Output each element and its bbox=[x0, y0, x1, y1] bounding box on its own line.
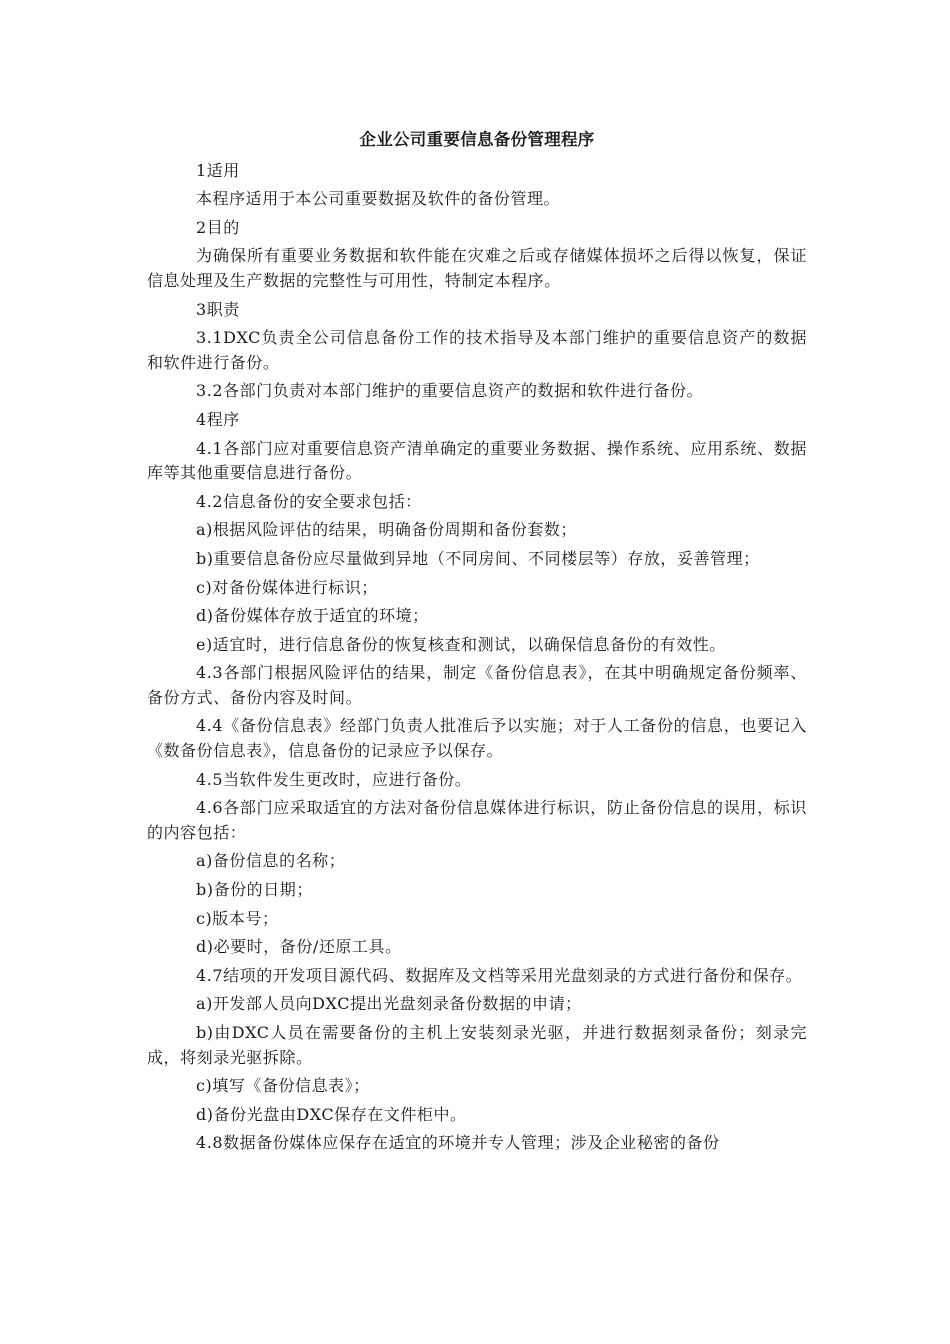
list-item: c)填写《备份信息表》； bbox=[196, 1076, 370, 1096]
paragraph: 4.3各部门根据风险评估的结果，制定《备份信息表》，在其中明确规定备份频率、备份方式、备份内容及时间。 bbox=[147, 663, 807, 707]
paragraph: 本程序适用于本公司重要数据及软件的备份管理。 bbox=[196, 189, 561, 209]
section-heading-procedure: 4程序 bbox=[196, 409, 240, 429]
list-item: d)备份光盘由DXC保存在文件柜中。 bbox=[196, 1104, 467, 1124]
list-item: c)对备份媒体进行标识； bbox=[196, 577, 378, 597]
list-item: a)备份信息的名称； bbox=[196, 851, 346, 871]
section-heading-applicability: 1适用 bbox=[196, 160, 240, 180]
paragraph: 4.8数据备份媒体应保存在适宜的环境并专人管理；涉及企业秘密的备份 bbox=[196, 1133, 720, 1153]
paragraph: 4.1各部门应对重要信息资产清单确定的重要业务数据、操作系统、应用系统、数据库等其他重要信息进行备份。 bbox=[147, 438, 807, 483]
paragraph: 3.1DXC负责全公司信息备份工作的技术指导及本部门维护的重要信息资产的数据和软件进行备份。 bbox=[147, 328, 807, 372]
section-heading-purpose: 2目的 bbox=[196, 217, 240, 237]
section-heading-responsibilities: 3职责 bbox=[196, 299, 240, 319]
document-body bbox=[147, 128, 807, 1160]
list-item: c)版本号； bbox=[196, 908, 279, 928]
paragraph: 为确保所有重要业务数据和软件能在灾难之后或存储媒体损坏之后得以恢复，保证信息处理及生产数据的完整性与可用性，特制定本程序。 bbox=[147, 246, 807, 290]
list-item: d)备份媒体存放于适宜的环境； bbox=[196, 606, 429, 626]
list-item: b)由DXC人员在需要备份的主机上安装刻录光驱，并进行数据刻录备份；刻录完成，将刻录光驱拆除。 bbox=[147, 1023, 807, 1067]
list-item: a)开发部人员向DXC提出光盘刻录备份数据的申请； bbox=[196, 994, 582, 1014]
paragraph: 3.2各部门负责对本部门维护的重要信息资产的数据和软件进行备份。 bbox=[196, 381, 704, 401]
list-item: a)根据风险评估的结果，明确备份周期和备份套数； bbox=[196, 520, 577, 540]
paragraph: 4.6各部门应采取适宜的方法对备份信息媒体进行标识，防止备份信息的误用，标识的内容包括： bbox=[147, 798, 807, 842]
list-item: e)适宜时，进行信息备份的恢复核查和测试，以确保信息备份的有效性。 bbox=[196, 634, 726, 654]
paragraph: 4.5当软件发生更改时，应进行备份。 bbox=[196, 769, 472, 789]
paragraph: 4.4《备份信息表》经部门负责人批准后予以实施；对于人工备份的信息，也要记入《数备份信息表》，信息备份的记录应予以保存。 bbox=[147, 716, 807, 761]
list-item: b)备份的日期； bbox=[196, 880, 313, 900]
list-item: d)必要时，备份/还原工具。 bbox=[196, 937, 402, 957]
paragraph: 4.7结项的开发项目源代码、数据库及文档等采用光盘刻录的方式进行备份和保存。 bbox=[196, 965, 803, 985]
paragraph: 4.2信息备份的安全要求包括： bbox=[196, 491, 422, 511]
list-item: b)重要信息备份应尽量做到异地（不同房间、不同楼层等）存放，妥善管理； bbox=[196, 548, 760, 568]
document-title: 企业公司重要信息备份管理程序 bbox=[359, 130, 595, 149]
